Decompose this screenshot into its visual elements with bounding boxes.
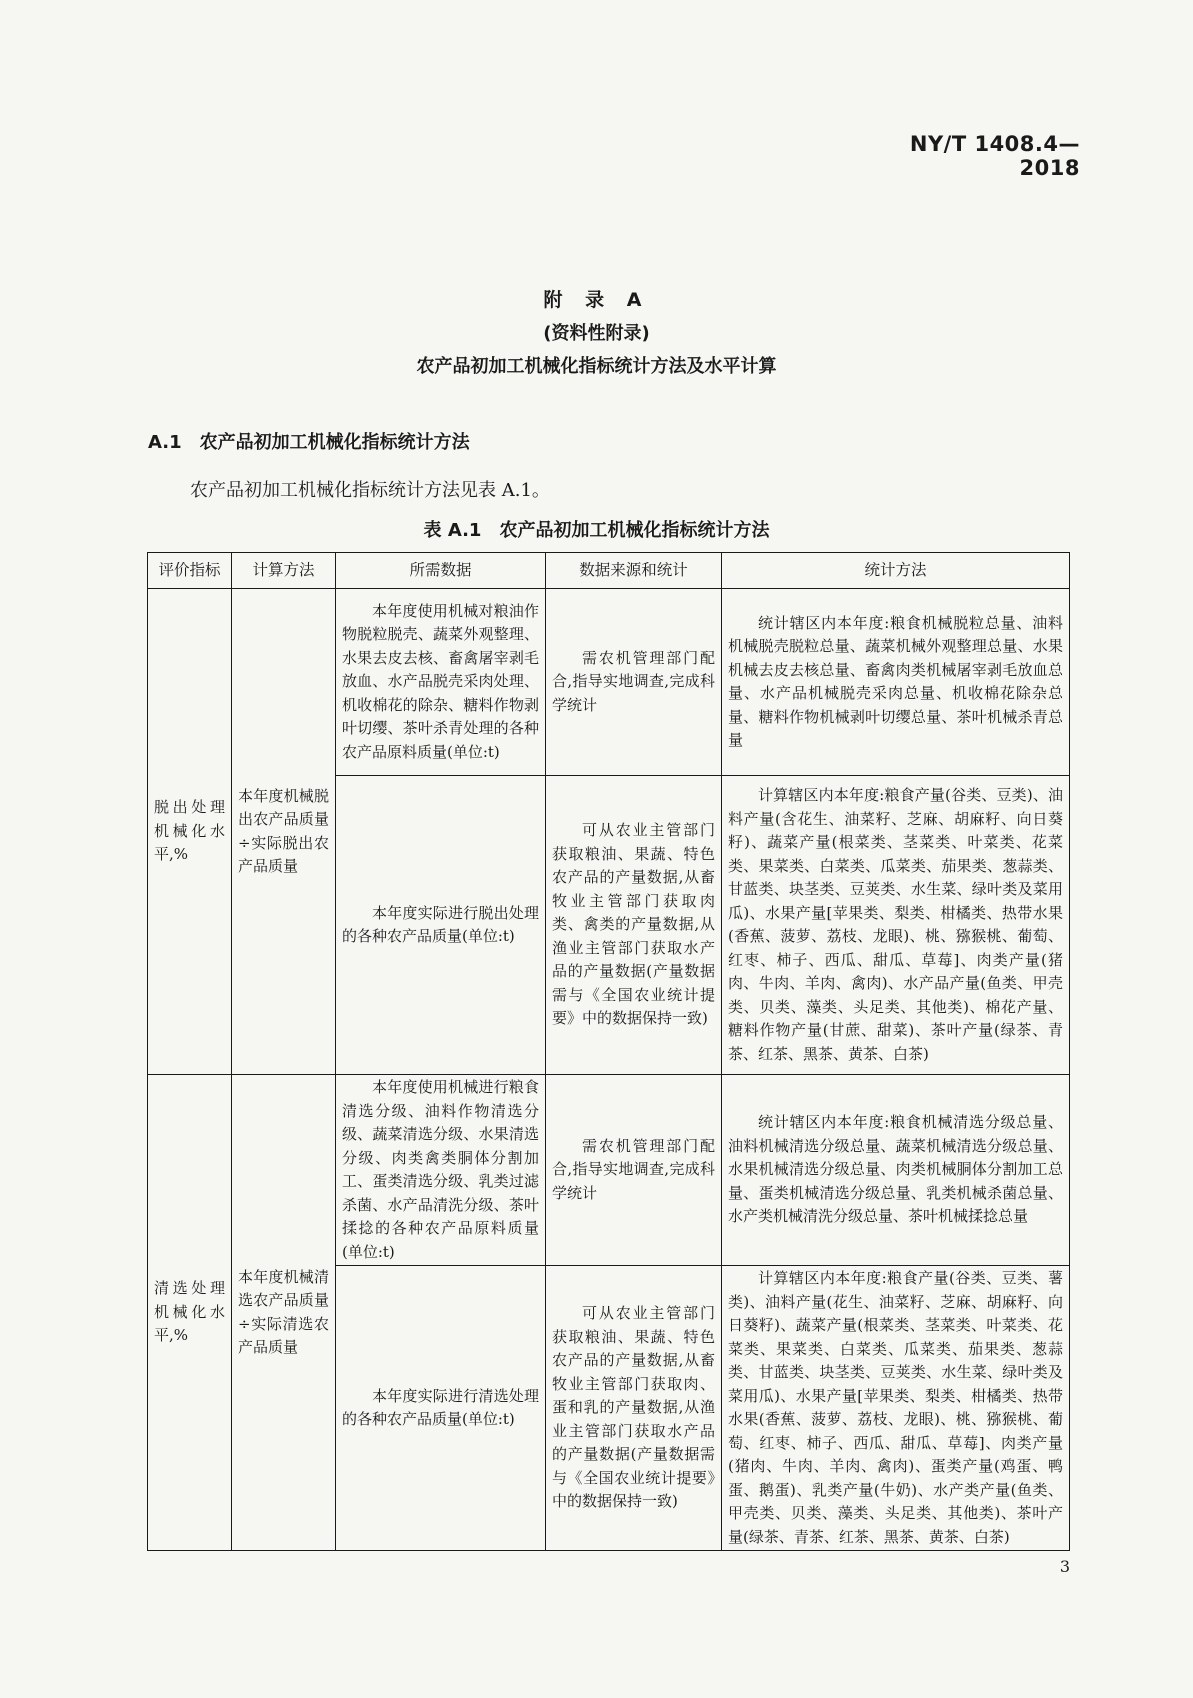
table-row	[148, 1075, 1070, 1266]
required-data-cell: 本年度使用机械对粮油作物脱粒脱壳、蔬菜外观整理、水果去皮去核、畜禽屠宰剥毛放血、水产品脱壳采肉处理、机收棉花的除杂、糖料作物剥叶切缨、茶叶杀青处理的各种农产品原料质量(单位:t)	[336, 589, 546, 776]
standard-code: NY/T 1408.4—2018	[909, 132, 1080, 180]
stat-method-cell: 统计辖区内本年度:粮食机械清选分级总量、油料机械清选分级总量、蔬菜机械清选分级总量、水果机械清选分级总量、肉类机械胴体分割加工总量、蛋类机械清选分级总量、乳类机械杀菌总量、水产类机械清洗分级总量、茶叶机械揉捻总量	[722, 1075, 1070, 1266]
section-number: A.1	[148, 432, 182, 453]
data-source-cell: 需农机管理部门配合,指导实地调查,完成科学统计	[546, 1075, 722, 1266]
header-data-source: 数据来源和统计	[546, 553, 722, 589]
page-number: 3	[1059, 1557, 1070, 1576]
header-indicator: 评价指标	[148, 553, 232, 589]
table-caption	[0, 516, 1193, 542]
data-source-cell: 可从农业主管部门获取粮油、果蔬、特色农产品的产量数据,从畜牧业主管部门获取肉类、禽类的产量数据,从渔业主管部门获取水产品的产量数据(产量数据需与《全国农业统计提要》中的数据保持一致)	[546, 776, 722, 1075]
appendix-name: 农产品初加工机械化指标统计方法及水平计算	[416, 356, 777, 377]
appendix-title: 附 录 A	[543, 289, 650, 311]
section-intro: 农产品初加工机械化指标统计方法见表 A.1。	[190, 480, 550, 501]
required-data-cell: 本年度实际进行脱出处理的各种农产品质量(单位:t)	[336, 776, 546, 1075]
statistics-table	[147, 552, 1070, 1551]
appendix-type: (资料性附录)	[543, 323, 650, 344]
formula-cell: 本年度机械清选农产品质量÷实际清选农产品质量	[232, 1075, 336, 1551]
table-caption-number: 表 A.1	[423, 520, 482, 541]
data-source-cell: 需农机管理部门配合,指导实地调查,完成科学统计	[546, 589, 722, 776]
header-stat-method: 统计方法	[722, 553, 1070, 589]
stat-method-cell: 计算辖区内本年度:粮食产量(谷类、豆类)、油料产量(含花生、油菜籽、芝麻、胡麻籽、向日葵籽)、蔬菜产量(根菜类、茎菜类、叶菜类、花菜类、果菜类、白菜类、瓜菜类、茄果类、葱蒜类、甘蓝类、块茎类、豆荚类、水生菜、绿叶类及菜用瓜)、水果产量[苹果类、梨类、柑橘类、热带水果(香蕉、菠萝、荔枝、龙眼)、桃、猕猴桃、葡萄、红枣、柿子、西瓜、甜瓜、草莓]、肉类产量(猪肉、牛肉、羊肉、禽肉)、水产品产量(鱼类、甲壳类、贝类、藻类、头足类、其他类)、棉花产量、糖料作物产量(甘蔗、甜菜)、茶叶产量(绿茶、青茶、红茶、黑茶、黄茶、白茶)	[722, 776, 1070, 1075]
section-title: 农产品初加工机械化指标统计方法	[199, 432, 470, 453]
table-header-row	[148, 553, 1070, 589]
data-source-cell: 可从农业主管部门获取粮油、果蔬、特色农产品的产量数据,从畜牧业主管部门获取肉、蛋和乳的产量数据,从渔业主管部门获取水产品的产量数据(产量数据需与《全国农业统计提要》中的数据保持一致)	[546, 1266, 722, 1551]
indicator-cell: 清选处理机械化水平,%	[148, 1075, 232, 1551]
table-row	[148, 589, 1070, 776]
indicator-cell: 脱出处理机械化水平,%	[148, 589, 232, 1075]
section-heading	[148, 428, 470, 454]
stat-method-cell: 统计辖区内本年度:粮食机械脱粒总量、油料机械脱壳脱粒总量、蔬菜机械外观整理总量、水果机械去皮去核总量、畜禽肉类机械屠宰剥毛放血总量、水产品机械脱壳采肉总量、机收棉花除杂总量、糖料作物机械剥叶切缨总量、茶叶机械杀青总量	[722, 589, 1070, 776]
formula-cell: 本年度机械脱出农产品质量÷实际脱出农产品质量	[232, 589, 336, 1075]
table-caption-title: 农产品初加工机械化指标统计方法	[499, 520, 770, 541]
header-required-data: 所需数据	[336, 553, 546, 589]
required-data-cell: 本年度实际进行清选处理的各种农产品质量(单位:t)	[336, 1266, 546, 1551]
stat-method-cell: 计算辖区内本年度:粮食产量(谷类、豆类、薯类)、油料产量(花生、油菜籽、芝麻、胡麻籽、向日葵籽)、蔬菜产量(根菜类、茎菜类、叶菜类、花菜类、果菜类、白菜类、瓜菜类、茄果类、葱蒜类、甘蓝类、块茎类、豆荚类、水生菜、绿叶类及菜用瓜)、水果产量[苹果类、梨类、柑橘类、热带水果(香蕉、菠萝、荔枝、龙眼)、桃、猕猴桃、葡萄、红枣、柿子、西瓜、甜瓜、草莓]、肉类产量(猪肉、牛肉、羊肉、禽肉)、蛋类产量(鸡蛋、鸭蛋、鹅蛋)、乳类产量(牛奶)、水产类产量(鱼类、甲壳类、贝类、藻类、头足类、其他类)、茶叶产量(绿茶、青茶、红茶、黑茶、黄茶、白茶)	[722, 1266, 1070, 1551]
required-data-cell: 本年度使用机械进行粮食清选分级、油料作物清选分级、蔬菜清选分级、水果清选分级、肉类禽类胴体分割加工、蛋类清选分级、乳类过滤杀菌、水产品清洗分级、茶叶揉捻的各种农产品原料质量(单位:t)	[336, 1075, 546, 1266]
header-calculation: 计算方法	[232, 553, 336, 589]
